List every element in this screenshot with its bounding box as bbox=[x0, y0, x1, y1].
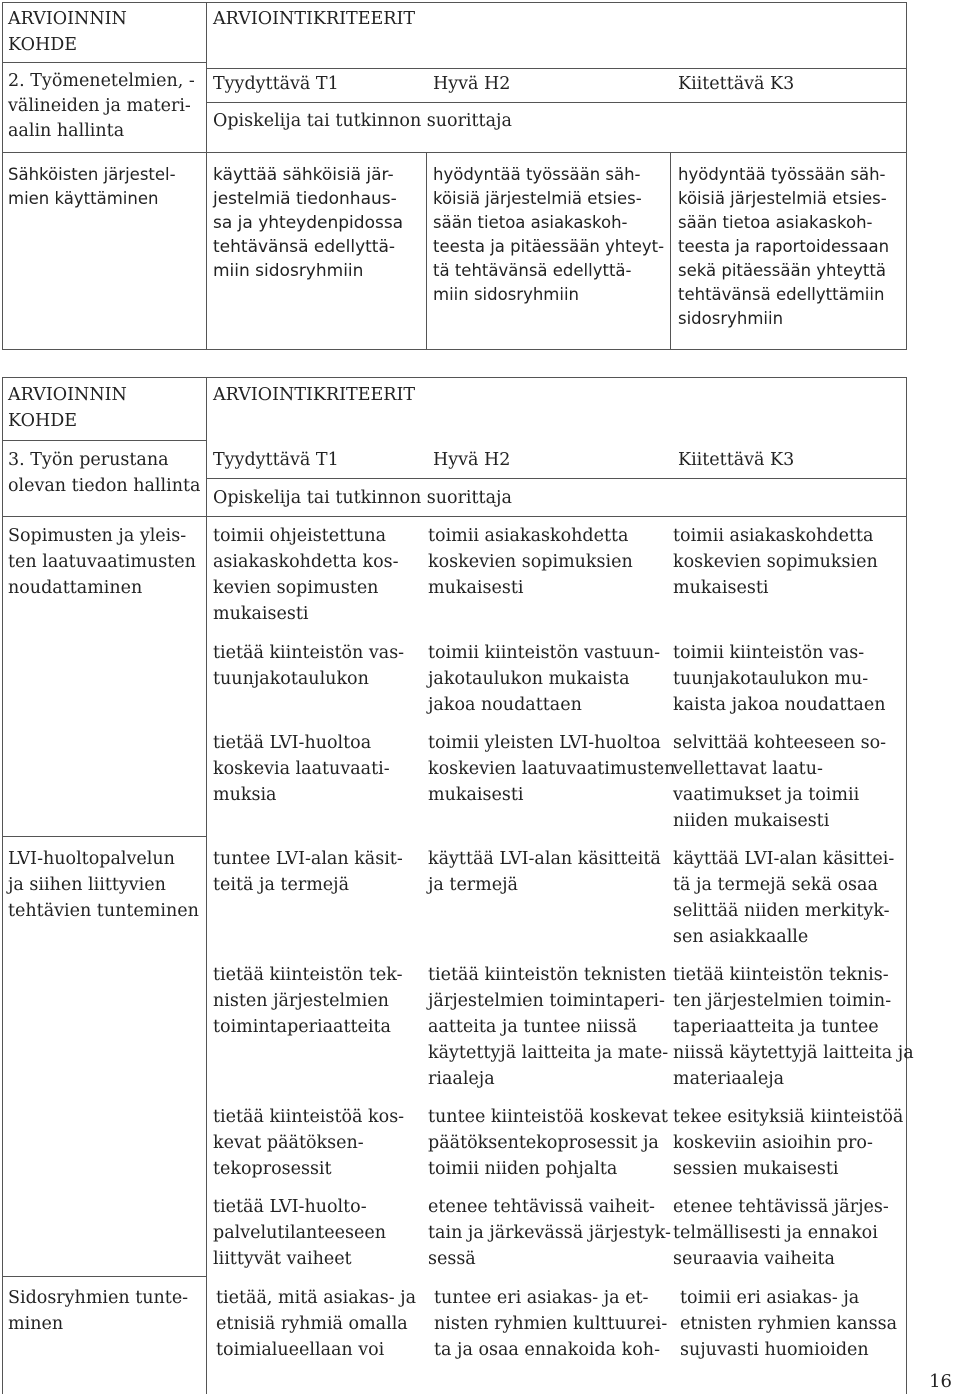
t1-level-h2: Hyvä H2 bbox=[433, 74, 511, 94]
t2-line bbox=[2, 440, 206, 441]
t1-kriteerit-label: ARVIOINTIKRITEERIT bbox=[213, 9, 416, 29]
t1-section-title: 2. Työmenetelmien, - välineiden ja materi- aalin hallinta bbox=[8, 71, 195, 141]
t2-row4-t1: tietää kiinteistön tek- nisten järjestelmien toimintaperiaatteita bbox=[213, 965, 403, 1037]
t2-row7-t1: tietää, mitä asiakas- ja etnisiä ryhmiä omalla toimialueellaan voi bbox=[216, 1288, 417, 1360]
t2-target: LVI-huoltopalvelun ja siihen liittyvien tehtävien tunteminen bbox=[8, 849, 199, 921]
t2-row3-h2: käyttää LVI-alan käsitteitä ja termejä bbox=[428, 849, 661, 895]
t1-kohde-label: ARVIOINNIN KOHDE bbox=[8, 9, 127, 55]
t2-row5-t1: tietää kiinteistöä kos- kevat päätöksen- tekoprosessit bbox=[213, 1107, 405, 1179]
t2-row3-t1: tuntee LVI-alan käsit- teitä ja termejä bbox=[213, 849, 403, 895]
t2-border-top bbox=[2, 377, 907, 378]
t1-cell-k3: hyödyntää työssään säh- köisiä järjestelmiä etsies- sään tietoa asiakaskoh- teesta ja raportoidessaan sekä pitäessään yhteyttä tehtävänsä edellyttämiin sidosryhmiin bbox=[678, 165, 890, 328]
t1-line bbox=[2, 152, 907, 153]
t2-row0-t1: toimii ohjeistettuna asiakaskohdetta kos- kevien sopimusten mukaisesti bbox=[213, 526, 399, 624]
t1-target: Sähköisten järjestel- mien käyttäminen bbox=[8, 165, 176, 208]
t2-row3-k3: käyttää LVI-alan käsittei- tä ja termejä sekä osaa selittää niiden merkityk- sen asiakkaalle bbox=[673, 849, 895, 947]
t2-row0-k3: toimii asiakaskohdetta koskevien sopimuksien mukaisesti bbox=[673, 526, 878, 598]
t2-section-title: 3. Työn perustana olevan tiedon hallinta bbox=[8, 450, 201, 496]
t2-row7-k3: toimii eri asiakas- ja etnisten ryhmien kanssa sujuvasti huomioiden bbox=[680, 1288, 898, 1360]
t1-line bbox=[206, 102, 907, 103]
page-number: 16 bbox=[929, 1371, 952, 1392]
t2-row1-k3: toimii kiinteistön vas- tuunjakotaulukon mu- kaista jakoa noudattaen bbox=[673, 643, 886, 715]
t1-border-top bbox=[2, 2, 907, 3]
t2-level-t1: Tyydyttävä T1 bbox=[213, 450, 339, 470]
t1-border-bottom bbox=[2, 349, 907, 350]
t1-line bbox=[426, 152, 427, 350]
t2-subject: Opiskelija tai tutkinnon suorittaja bbox=[213, 488, 512, 508]
t2-line bbox=[2, 516, 907, 517]
t2-row4-k3: tietää kiinteistön teknis- ten järjestelmien toimin- taperiaatteita ja tuntee niissä käytettyjä laitteita ja materiaaleja bbox=[673, 965, 914, 1089]
t2-row5-h2: tuntee kiinteistöä koskevat päätöksentekoprosessit ja toimii niiden pohjalta bbox=[428, 1107, 668, 1179]
t1-cell-t1: käyttää sähköisiä jär- jestelmiä tiedonhaus- sa ja yhteydenpidossa tehtävänsä edellyttä- miin sidosryhmiin bbox=[213, 165, 404, 281]
t2-row6-h2: etenee tehtävissä vaiheit- tain ja järkevässä järjestyk- sessä bbox=[428, 1197, 671, 1269]
t2-target: Sopimusten ja yleis- ten laatuvaatimusten noudattaminen bbox=[8, 526, 196, 598]
t2-level-h2: Hyvä H2 bbox=[433, 450, 511, 470]
t1-level-k3: Kiitettävä K3 bbox=[678, 74, 795, 94]
t2-row6-k3: etenee tehtävissä järjes- telmällisesti ja ennakoi seuraavia vaiheita bbox=[673, 1197, 889, 1269]
t1-line bbox=[206, 2, 207, 350]
t2-row4-h2: tietää kiinteistön teknisten järjestelmien toimintaperi- aatteita ja tuntee niissä käytettyjä laitteita ja mate- riaaleja bbox=[428, 965, 669, 1089]
t2-target: Sidosryhmien tunte- minen bbox=[8, 1288, 189, 1334]
t2-border-right bbox=[906, 377, 907, 1394]
t2-border-left bbox=[2, 377, 3, 1394]
t1-line bbox=[670, 152, 671, 350]
t2-row2-t1: tietää LVI-huoltoa koskevia laatuvaati- muksia bbox=[213, 733, 390, 805]
t2-row2-k3: selvittää kohteeseen so- vellettavat laatu- vaatimukset ja toimii niiden mukaisesti bbox=[673, 733, 887, 831]
t2-row6-t1: tietää LVI-huolto- palvelutilanteeseen liittyvät vaiheet bbox=[213, 1197, 386, 1269]
t1-line bbox=[206, 68, 907, 69]
t1-line bbox=[2, 62, 206, 63]
t2-kriteerit-label: ARVIOINTIKRITEERIT bbox=[213, 385, 416, 405]
t2-line bbox=[2, 836, 207, 837]
t1-border-left bbox=[2, 2, 3, 350]
t1-level-t1: Tyydyttävä T1 bbox=[213, 74, 339, 94]
t2-line bbox=[206, 478, 907, 479]
t2-line bbox=[2, 1276, 207, 1277]
t1-subject: Opiskelija tai tutkinnon suorittaja bbox=[213, 111, 512, 131]
t2-row1-h2: toimii kiinteistön vastuun- jakotaulukon mukaista jakoa noudattaen bbox=[428, 643, 661, 715]
t2-row7-h2: tuntee eri asiakas- ja et- nisten ryhmien kulttuurei- ta ja osaa ennakoida koh- bbox=[434, 1288, 668, 1360]
t2-kohde-label: ARVIOINNIN KOHDE bbox=[8, 385, 127, 431]
t2-row2-h2: toimii yleisten LVI-huoltoa koskevien laatuvaatimusten mukaisesti bbox=[428, 733, 676, 805]
t2-level-k3: Kiitettävä K3 bbox=[678, 450, 795, 470]
t1-border-right bbox=[906, 2, 907, 350]
t1-cell-h2: hyödyntää työssään säh- köisiä järjestelmiä etsies- sään tietoa asiakaskoh- teesta ja pitäessään yhteyt- tä tehtävänsä edellyttä- miin sidosryhmiin bbox=[433, 165, 665, 304]
t2-row5-k3: tekee esityksiä kiinteistöä koskeviin asioihin pro- sessien mukaisesti bbox=[673, 1107, 904, 1179]
t2-row0-h2: toimii asiakaskohdetta koskevien sopimuksien mukaisesti bbox=[428, 526, 633, 598]
t2-line bbox=[206, 377, 207, 1394]
t2-row1-t1: tietää kiinteistön vas- tuunjakotaulukon bbox=[213, 643, 405, 689]
